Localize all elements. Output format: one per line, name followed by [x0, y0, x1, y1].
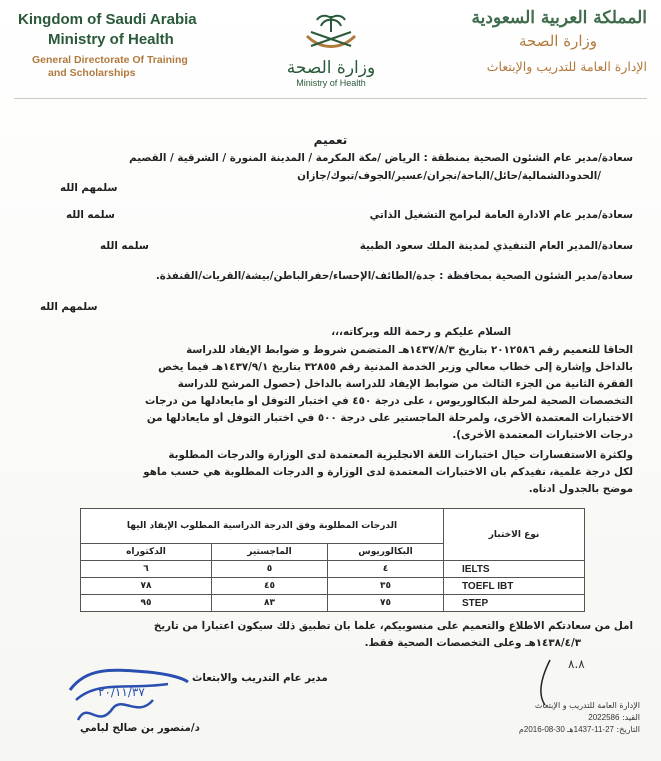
signatory-name: د/منصور بن صالح لبامي	[80, 722, 200, 734]
closing-line-2: ١٤٣٨/٤/٣هـ وعلى التخصصات الصحية فقط.	[364, 637, 581, 649]
doctorate-score: ٦	[81, 561, 212, 578]
para1-line-5: الاختبارات المعتمدة الأخرى، ولمرحلة الماجستير على درجة ٥٠٠ في اختبار التوفل أو مايعادلها من	[146, 412, 633, 424]
ref-date-row	[460, 724, 640, 736]
letterhead-english	[18, 10, 248, 80]
handwritten-mark-text: ٨.٨	[568, 657, 585, 671]
exam-name: IELTS	[444, 561, 585, 578]
ref-date: 27-11-1437هـ 30-08-2016م	[518, 725, 614, 734]
doctorate-header: الدكتوراه	[81, 544, 212, 561]
recipient-line-5: سعادة/مدير الشئون الصحية بمحافظة : جدة/الطائف/الإحساء/حفرالباطن/بيشة/القريات/القنفذة.	[155, 270, 633, 282]
doctorate-score: ٧٨	[81, 578, 212, 595]
para2-line-2: لكل درجة علمية، نفيدكم بان الاختبارات المعتمدة لدى الوزارة و الدرجات المطلوبة هي حسب ماهو	[143, 466, 633, 478]
ar-directorate: الإدارة العامة للتدريب والإبتعاث	[486, 59, 647, 74]
ar-ministry: وزارة الصحة	[519, 32, 597, 50]
logo-arabic-text: وزارة الصحة	[286, 58, 376, 78]
para1-line-1: الحاقاً للتعميم رقم ٢٠١٢٥٨٦ بتاريخ ١٤٣٧/٨/٣هـ المتضمن شروط و ضوابط الإيفاد للدراسة	[186, 344, 633, 356]
para1-line-3: الفقرة الثانية من الجزء الثالث من ضوابط الإيفاد للدراسة بالداخل (حصول المرشح للدراسة	[177, 378, 633, 390]
salutation-1: سلمهم الله	[60, 182, 118, 194]
para1-line-4: التخصصات الصحية لمرحلة البكالوريوس ، على درجة ٤٥٠ في اختبار التوفل أو مايعادلها من درجات	[144, 395, 633, 407]
greeting: السلام عليكم و رحمة الله وبركاته،،،	[331, 326, 511, 338]
recipient-line-1: سعادة/مدير عام الشئون الصحية بمنطقة : الرياض /مكة المكرمة / المدينة المنورة / الشرقية / القصيم	[129, 152, 633, 164]
master-header: الماجستير	[212, 544, 328, 561]
ar-country: المملكة العربية السعودية	[471, 8, 647, 28]
salutation-2: سلمه الله	[66, 209, 115, 221]
table-row	[81, 578, 585, 595]
en-directorate-line1: General Directorate Of Training	[32, 54, 188, 66]
circular-title: تعميم	[313, 133, 348, 147]
en-ministry: Ministry of Health	[48, 31, 174, 48]
recipient-line-2: /الحدودالشمالية/حائل/الباحة/نجران/عسير/الجوف/تبوك/جازان	[297, 170, 601, 182]
salutation-4: سلمهم الله	[40, 301, 98, 313]
scores-header: الدرجات المطلوبة وفق الدرجة الدراسية المطلوب الإيفاد اليها	[81, 509, 444, 544]
bachelor-score: ٣٥	[328, 578, 444, 595]
en-directorate-line2: and Scholarships	[48, 67, 136, 79]
bachelor-score: ٧٥	[328, 595, 444, 612]
signature-title: مدير عام التدريب والابتعاث	[192, 672, 328, 684]
para1-line-6: درجات الاختبارات المعتمدة الأخرى).	[452, 429, 633, 441]
bachelor-score: ٤	[328, 561, 444, 578]
ministry-logo	[276, 10, 386, 88]
ref-number: 2022586	[588, 713, 620, 722]
para2-line-1: ولكثرة الاستفسارات حيال اختبارات اللغة الانجليزية المعتمدة لدى الوزارة والدرجات المطلوبة	[168, 449, 633, 461]
master-score: ٨٣	[212, 595, 328, 612]
exam-name: STEP	[444, 595, 585, 612]
header-divider	[14, 98, 647, 99]
letterhead-arabic	[407, 6, 647, 78]
recipient-line-3: سعادة/مدير عام الادارة العامة لبرامج التشغيل الذاتي	[369, 209, 633, 221]
logo-english-text: Ministry of Health	[296, 78, 366, 88]
master-score: ٤٥	[212, 578, 328, 595]
stamp-date-text: ٢٠/١١/٣٧	[98, 685, 145, 699]
ref-number-row	[460, 712, 640, 724]
english-test-requirements-table	[80, 508, 585, 612]
ref-date-label: التاريخ:	[616, 725, 640, 734]
para1-line-2: بالداخل وإشارة إلى خطاب معالي وزير الخدمة المدنية رقم ٣٢٨٥٥ بتاريخ ١٤٣٧/٩/١هـ فيما يخص	[158, 361, 633, 373]
ref-number-label: القيد:	[621, 713, 640, 722]
en-country: Kingdom of Saudi Arabia	[18, 11, 197, 28]
exam-type-header: نوع الاختبار	[444, 509, 585, 561]
ref-dept: الإدارة العامة للتدريب و الإبتعاث	[534, 701, 640, 710]
closing-line-1: امل من سعادتكم الاطلاع والتعميم على منسوبيكم، علماً بان تطبيق ذلك سيكون اعتباراً من تاريخ	[153, 620, 633, 632]
salutation-3: سلمه الله	[100, 240, 149, 252]
master-score: ٥	[212, 561, 328, 578]
table-row	[81, 595, 585, 612]
reference-block	[460, 700, 640, 736]
table-row	[81, 561, 585, 578]
exam-name: TOEFL IBT	[444, 578, 585, 595]
palm-swords-logo-icon	[301, 10, 361, 54]
doctorate-score: ٩٥	[81, 595, 212, 612]
bachelor-header: البكالوريوس	[328, 544, 444, 561]
para2-line-3: موضح بالجدول ادناه.	[528, 483, 633, 495]
recipient-line-4: سعادة/المدير العام التنفيذي لمدينة الملك سعود الطبية	[359, 240, 633, 252]
